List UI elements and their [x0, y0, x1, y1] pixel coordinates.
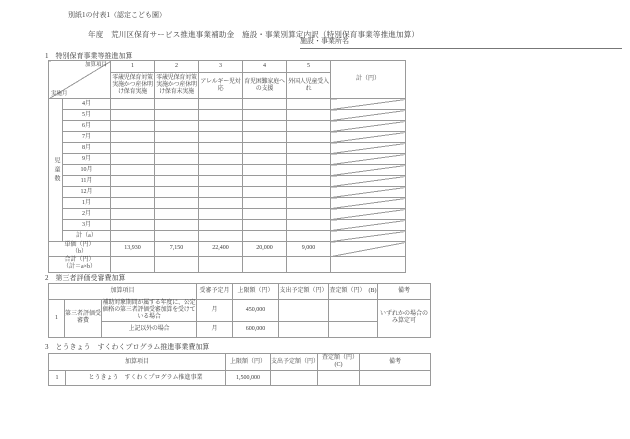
count-cell [199, 99, 243, 110]
column-number: 1 [111, 61, 155, 73]
total-cell-struck [331, 165, 406, 176]
planned-expense-cell [271, 371, 318, 386]
third-party-evaluation-table [48, 283, 431, 338]
count-cell [155, 231, 199, 242]
count-cell [287, 231, 331, 242]
count-cell [111, 110, 155, 121]
count-cell [243, 121, 287, 132]
unit-price-value: 22,400 [199, 242, 243, 257]
section3-title: 3 とうきょう すくわくプログラム推進事業費加算 [45, 343, 210, 351]
grand-total-cell [199, 256, 243, 272]
count-cell [111, 209, 155, 220]
column-number: 5 [287, 61, 331, 73]
row-group-label-children-count: 児童数 [49, 99, 63, 242]
corner-header-cell [49, 61, 111, 99]
sukuwaku-program-table [48, 353, 431, 386]
grand-total-cell [111, 256, 155, 272]
column-header: 外国人児童受入れ [287, 73, 331, 99]
count-cell [155, 198, 199, 209]
document-label: 別紙1の付表1（認定こども園） [68, 11, 166, 19]
assessed-amount-cell [329, 300, 378, 322]
total-cell-struck [331, 154, 406, 165]
corner-bottom-label: 実施月 [51, 90, 68, 97]
section1-title: 1 特別保育事業等推進加算 [45, 52, 133, 60]
count-cell [155, 187, 199, 198]
planned-month-cell: 月 [197, 321, 233, 337]
count-cell [287, 176, 331, 187]
planned-expense-cell [279, 300, 329, 322]
row-number: 1 [49, 300, 65, 338]
remarks-note: いずれかの場合のみ算定可 [378, 300, 431, 338]
count-cell [155, 132, 199, 143]
count-cell [243, 132, 287, 143]
unit-price-row-label: 単価（円） （b） [49, 242, 111, 257]
count-cell [111, 132, 155, 143]
month-label: 12月 [63, 187, 111, 198]
count-cell [243, 198, 287, 209]
header-limit: 上限額（円） [233, 284, 279, 300]
column-header: 育児困難家庭への支援 [243, 73, 287, 99]
column-header: 零歳児保育対策実施かつ産休明け保育実施 [111, 73, 155, 99]
count-cell [155, 220, 199, 231]
count-cell [155, 121, 199, 132]
unit-price-value: 13,930 [111, 242, 155, 257]
total-cell-struck [331, 209, 406, 220]
count-cell [199, 132, 243, 143]
page-title: 年度 荒川区保育サービス推進事業補助金 施設・事業別算定内訳（特別保育事業等推進加算） [88, 30, 420, 39]
count-cell [243, 143, 287, 154]
remarks-cell [360, 371, 431, 386]
month-label: 10月 [63, 165, 111, 176]
count-cell [111, 220, 155, 231]
header-assessed-amount: 査定額（円） (B) [329, 284, 378, 300]
grand-total-row-label: 合計（円） （計＝a×b） [49, 256, 111, 272]
grand-total-cell [155, 256, 199, 272]
month-label: 9月 [63, 154, 111, 165]
count-cell [111, 187, 155, 198]
facility-name-label: 施設・事業所名 [300, 37, 349, 45]
total-cell-struck [331, 110, 406, 121]
count-cell [111, 231, 155, 242]
count-cell [287, 110, 331, 121]
count-cell [155, 143, 199, 154]
count-cell [287, 121, 331, 132]
condition-description: 補助対象期間が属する年度に、公定価格の第三者評価受審加算を受けている場合 [102, 300, 196, 320]
count-cell [199, 220, 243, 231]
unit-price-value: 9,000 [287, 242, 331, 257]
header-planned-expense: 支出予定額（円） [271, 354, 318, 371]
count-cell [199, 187, 243, 198]
count-cell [155, 110, 199, 121]
count-cell [199, 121, 243, 132]
facility-name-field [300, 36, 622, 49]
count-cell [199, 110, 243, 121]
total-cell-struck [331, 132, 406, 143]
count-cell [111, 99, 155, 110]
column-number: 3 [199, 61, 243, 73]
count-cell [287, 187, 331, 198]
assessed-amount-cell [329, 321, 378, 337]
unit-price-value: 20,000 [243, 242, 287, 257]
limit-amount: 600,000 [233, 321, 279, 337]
total-cell-struck [331, 143, 406, 154]
count-cell [243, 231, 287, 242]
count-cell [287, 132, 331, 143]
column-header: アレルギー児対応 [199, 73, 243, 99]
count-cell [287, 198, 331, 209]
total-column-header: 計（円） [331, 61, 406, 99]
count-cell [199, 165, 243, 176]
count-cell [243, 99, 287, 110]
grand-total-cell [287, 256, 331, 272]
count-cell [287, 165, 331, 176]
count-cell [155, 99, 199, 110]
count-cell [243, 176, 287, 187]
month-label: 3月 [63, 220, 111, 231]
column-header: 零歳児保育対策実施かつ産休明け保育未実施 [155, 73, 199, 99]
limit-amount: 450,000 [233, 300, 279, 322]
count-cell [199, 231, 243, 242]
row-number: 1 [49, 371, 66, 386]
grand-total-cell [243, 256, 287, 272]
count-cell [155, 209, 199, 220]
count-cell [199, 176, 243, 187]
month-label: 1月 [63, 198, 111, 209]
header-planned-month: 受審予定月 [197, 284, 233, 300]
header-item: 加算項目 [49, 284, 197, 300]
header-remarks: 備考 [378, 284, 431, 300]
count-cell [287, 143, 331, 154]
program-item-label: とうきょう すくわくプログラム推進事業 [66, 371, 226, 386]
count-cell [111, 176, 155, 187]
limit-amount: 1,500,000 [226, 371, 271, 386]
count-cell [243, 220, 287, 231]
header-limit: 上限額（円） [226, 354, 271, 371]
column-number: 4 [243, 61, 287, 73]
count-cell [243, 165, 287, 176]
month-label: 2月 [63, 209, 111, 220]
section2-title: 2 第三者評価受審費加算 [45, 274, 126, 282]
count-cell [287, 209, 331, 220]
count-cell [111, 121, 155, 132]
header-remarks: 備考 [360, 354, 431, 371]
count-cell [111, 198, 155, 209]
grand-total-sum-cell [331, 256, 406, 272]
count-cell [155, 176, 199, 187]
item-group-label: 第三者評価受審費 [65, 300, 102, 338]
total-cell-struck [331, 176, 406, 187]
planned-month-cell: 月 [197, 300, 233, 322]
count-cell [155, 165, 199, 176]
special-childcare-addition-table [48, 60, 406, 273]
total-cell-struck [331, 231, 406, 242]
count-cell [243, 110, 287, 121]
column-number: 2 [155, 61, 199, 73]
month-label: 11月 [63, 176, 111, 187]
count-cell [243, 209, 287, 220]
total-cell-struck [331, 198, 406, 209]
count-cell [287, 99, 331, 110]
count-cell [199, 209, 243, 220]
header-item: 加算項目 [49, 354, 226, 371]
total-cell-struck [331, 121, 406, 132]
month-label: 6月 [63, 121, 111, 132]
corner-top-label: 加算項目 [84, 62, 107, 68]
count-cell [199, 143, 243, 154]
count-cell [243, 154, 287, 165]
total-cell-struck [331, 187, 406, 198]
month-label: 4月 [63, 99, 111, 110]
month-label: 8月 [63, 143, 111, 154]
header-assessed-amount: 査定額（円） (C) [318, 354, 360, 371]
condition-description: 上記以外の場合 [102, 321, 197, 337]
planned-expense-cell [279, 321, 329, 337]
total-cell-struck [331, 99, 406, 110]
total-cell-struck [331, 242, 406, 257]
total-cell-struck [331, 220, 406, 231]
assessed-amount-cell [318, 371, 360, 386]
sum-row-label: 計（a） [63, 231, 111, 242]
count-cell [287, 220, 331, 231]
month-label: 7月 [63, 132, 111, 143]
count-cell [111, 154, 155, 165]
count-cell [199, 198, 243, 209]
count-cell [287, 154, 331, 165]
count-cell [111, 165, 155, 176]
count-cell [111, 143, 155, 154]
month-label: 5月 [63, 110, 111, 121]
header-planned-expense: 支出予定額（円） [279, 284, 329, 300]
count-cell [155, 154, 199, 165]
count-cell [243, 187, 287, 198]
count-cell [199, 154, 243, 165]
unit-price-value: 7,150 [155, 242, 199, 257]
